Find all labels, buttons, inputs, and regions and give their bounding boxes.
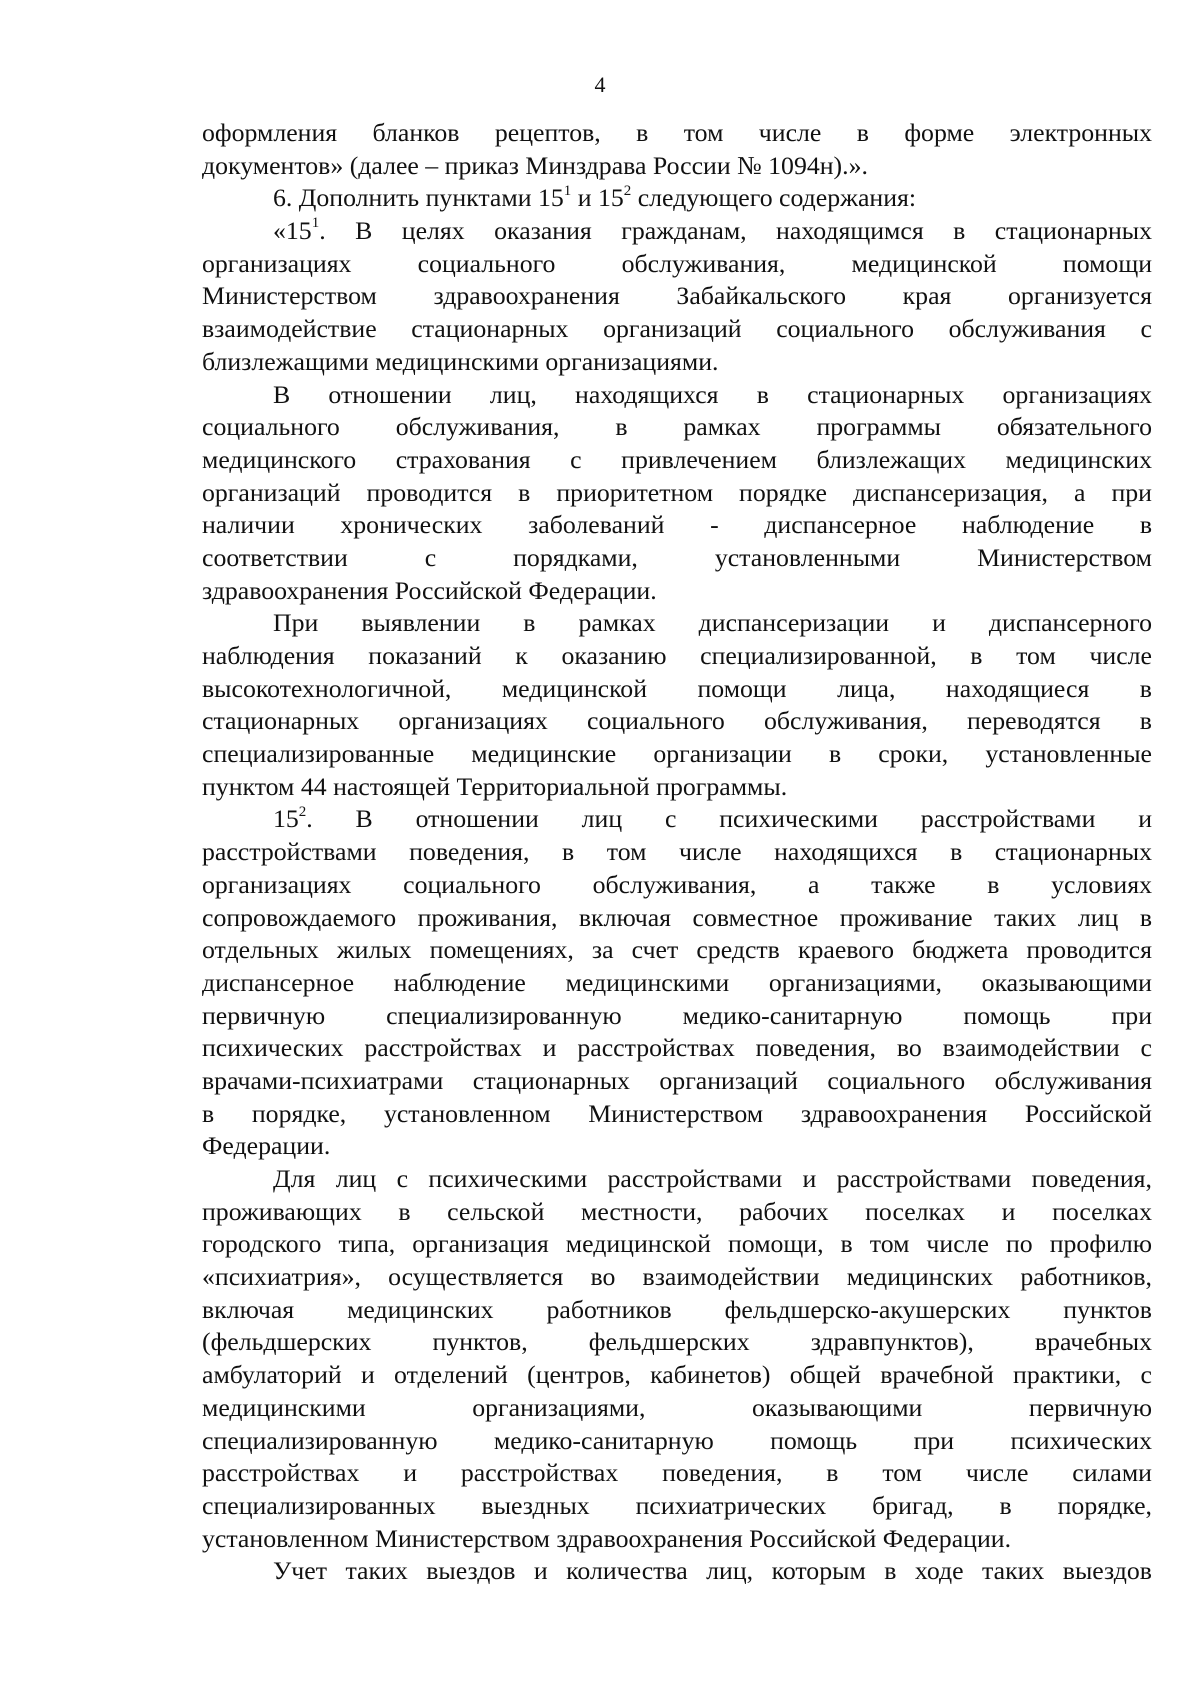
text-line: городского типа, организация медицинской помощи, в том числе по профилю: [202, 1229, 1152, 1259]
page-number: 4: [594, 72, 606, 97]
text-line: в порядке, установленном Министерством здравоохранения Российской: [202, 1098, 1152, 1128]
text-line: организаций проводится в приоритетном порядке диспансеризация, а при: [202, 477, 1152, 507]
text-line: Федерации.: [202, 1131, 331, 1161]
text-line: пунктом 44 настоящей Территориальной программы.: [202, 771, 788, 801]
text-line: установленном Министерством здравоохранения Российской Федерации.: [202, 1523, 1012, 1553]
text-line: расстройствами поведения, в том числе находящихся в стационарных: [202, 837, 1152, 867]
text-line: взаимодействие стационарных организаций социального обслуживания с: [202, 314, 1152, 344]
text-line: наличии хронических заболеваний - диспансерное наблюдение в: [202, 510, 1152, 540]
text-line: «$15^1$. В целях оказания гражданам, находящимся в стационарных: [273, 215, 1152, 246]
text-line: проживающих в сельской местности, рабочих поселках и поселках: [202, 1196, 1152, 1226]
text-line: специализированную медико-санитарную помощь при психических: [202, 1425, 1152, 1455]
text-line: (фельдшерских пунктов, фельдшерских здравпунктов), врачебных: [202, 1327, 1152, 1357]
text-line: диспансерное наблюдение медицинскими организациями, оказывающими: [202, 967, 1152, 997]
text-line: первичную специализированную медико-санитарную помощь при: [202, 1000, 1152, 1030]
text-line: амбулаторий и отделений (центров, кабинетов) общей врачебной практики, с: [202, 1360, 1152, 1390]
text-line: специализированные медицинские организации в сроки, установленные: [202, 739, 1152, 769]
text-line: здравоохранения Российской Федерации.: [202, 575, 657, 605]
text-line: соответствии с порядками, установленными Министерством: [202, 542, 1152, 572]
text-line: высокотехнологичной, медицинской помощи лица, находящиеся в: [202, 673, 1152, 703]
text-line: сопровождаемого проживания, включая совместное проживание таких лиц в: [202, 902, 1152, 932]
text-line: специализированных выездных психиатрических бригад, в порядке,: [202, 1490, 1152, 1520]
text-line: Для лиц с психическими расстройствами и расстройствами поведения,: [273, 1164, 1152, 1193]
text-line: 6. Дополнить пунктами $15^1$ и $15^2$ следующего содержания:: [273, 182, 917, 213]
text-line: расстройствах и расстройствах поведения, в том числе силами: [202, 1458, 1152, 1488]
text-line: медицинскими организациями, оказывающими первичную: [202, 1392, 1152, 1422]
document-body: [202, 117, 1152, 1588]
text-line: В отношении лиц, находящихся в стационарных организациях: [273, 379, 1152, 409]
text-line: наблюдения показаний к оказанию специализированной, в том числе: [202, 641, 1152, 670]
text-line: $15^2$. В отношении лиц с психическими расстройствами и: [273, 803, 1152, 834]
text-line: При выявлении в рамках диспансеризации и диспансерного: [273, 608, 1152, 638]
text-line: стационарных организациях социального обслуживания, переводятся в: [202, 706, 1152, 736]
text-line: Учет таких выездов и количества лиц, которым в ходе таких выездов: [273, 1556, 1152, 1586]
text-line: Министерством здравоохранения Забайкальского края организуется: [202, 281, 1152, 311]
text-line: включая медицинских работников фельдшерско-акушерских пунктов: [202, 1294, 1152, 1324]
text-line: «психиатрия», осуществляется во взаимодействии медицинских работников,: [202, 1262, 1152, 1292]
text-line: оформления бланков рецептов, в том числе в форме электронных: [202, 118, 1152, 147]
text-line: документов» (далее – приказ Минздрава России № 1094н).».: [202, 150, 868, 180]
text-line: медицинского страхования с привлечением близлежащих медицинских: [202, 444, 1152, 474]
text-line: социального обслуживания, в рамках программы обязательного: [202, 412, 1152, 442]
text-line: близлежащими медицинскими организациями.: [202, 346, 719, 376]
text-line: организациях социального обслуживания, медицинской помощи: [202, 248, 1152, 278]
text-line: психических расстройствах и расстройствах поведения, во взаимодействии с: [202, 1033, 1152, 1063]
text-line: организациях социального обслуживания, а также в условиях: [202, 869, 1152, 899]
text-line: врачами-психиатрами стационарных организаций социального обслуживания: [202, 1065, 1152, 1095]
text-line: отдельных жилых помещениях, за счет средств краевого бюджета проводится: [202, 935, 1152, 965]
